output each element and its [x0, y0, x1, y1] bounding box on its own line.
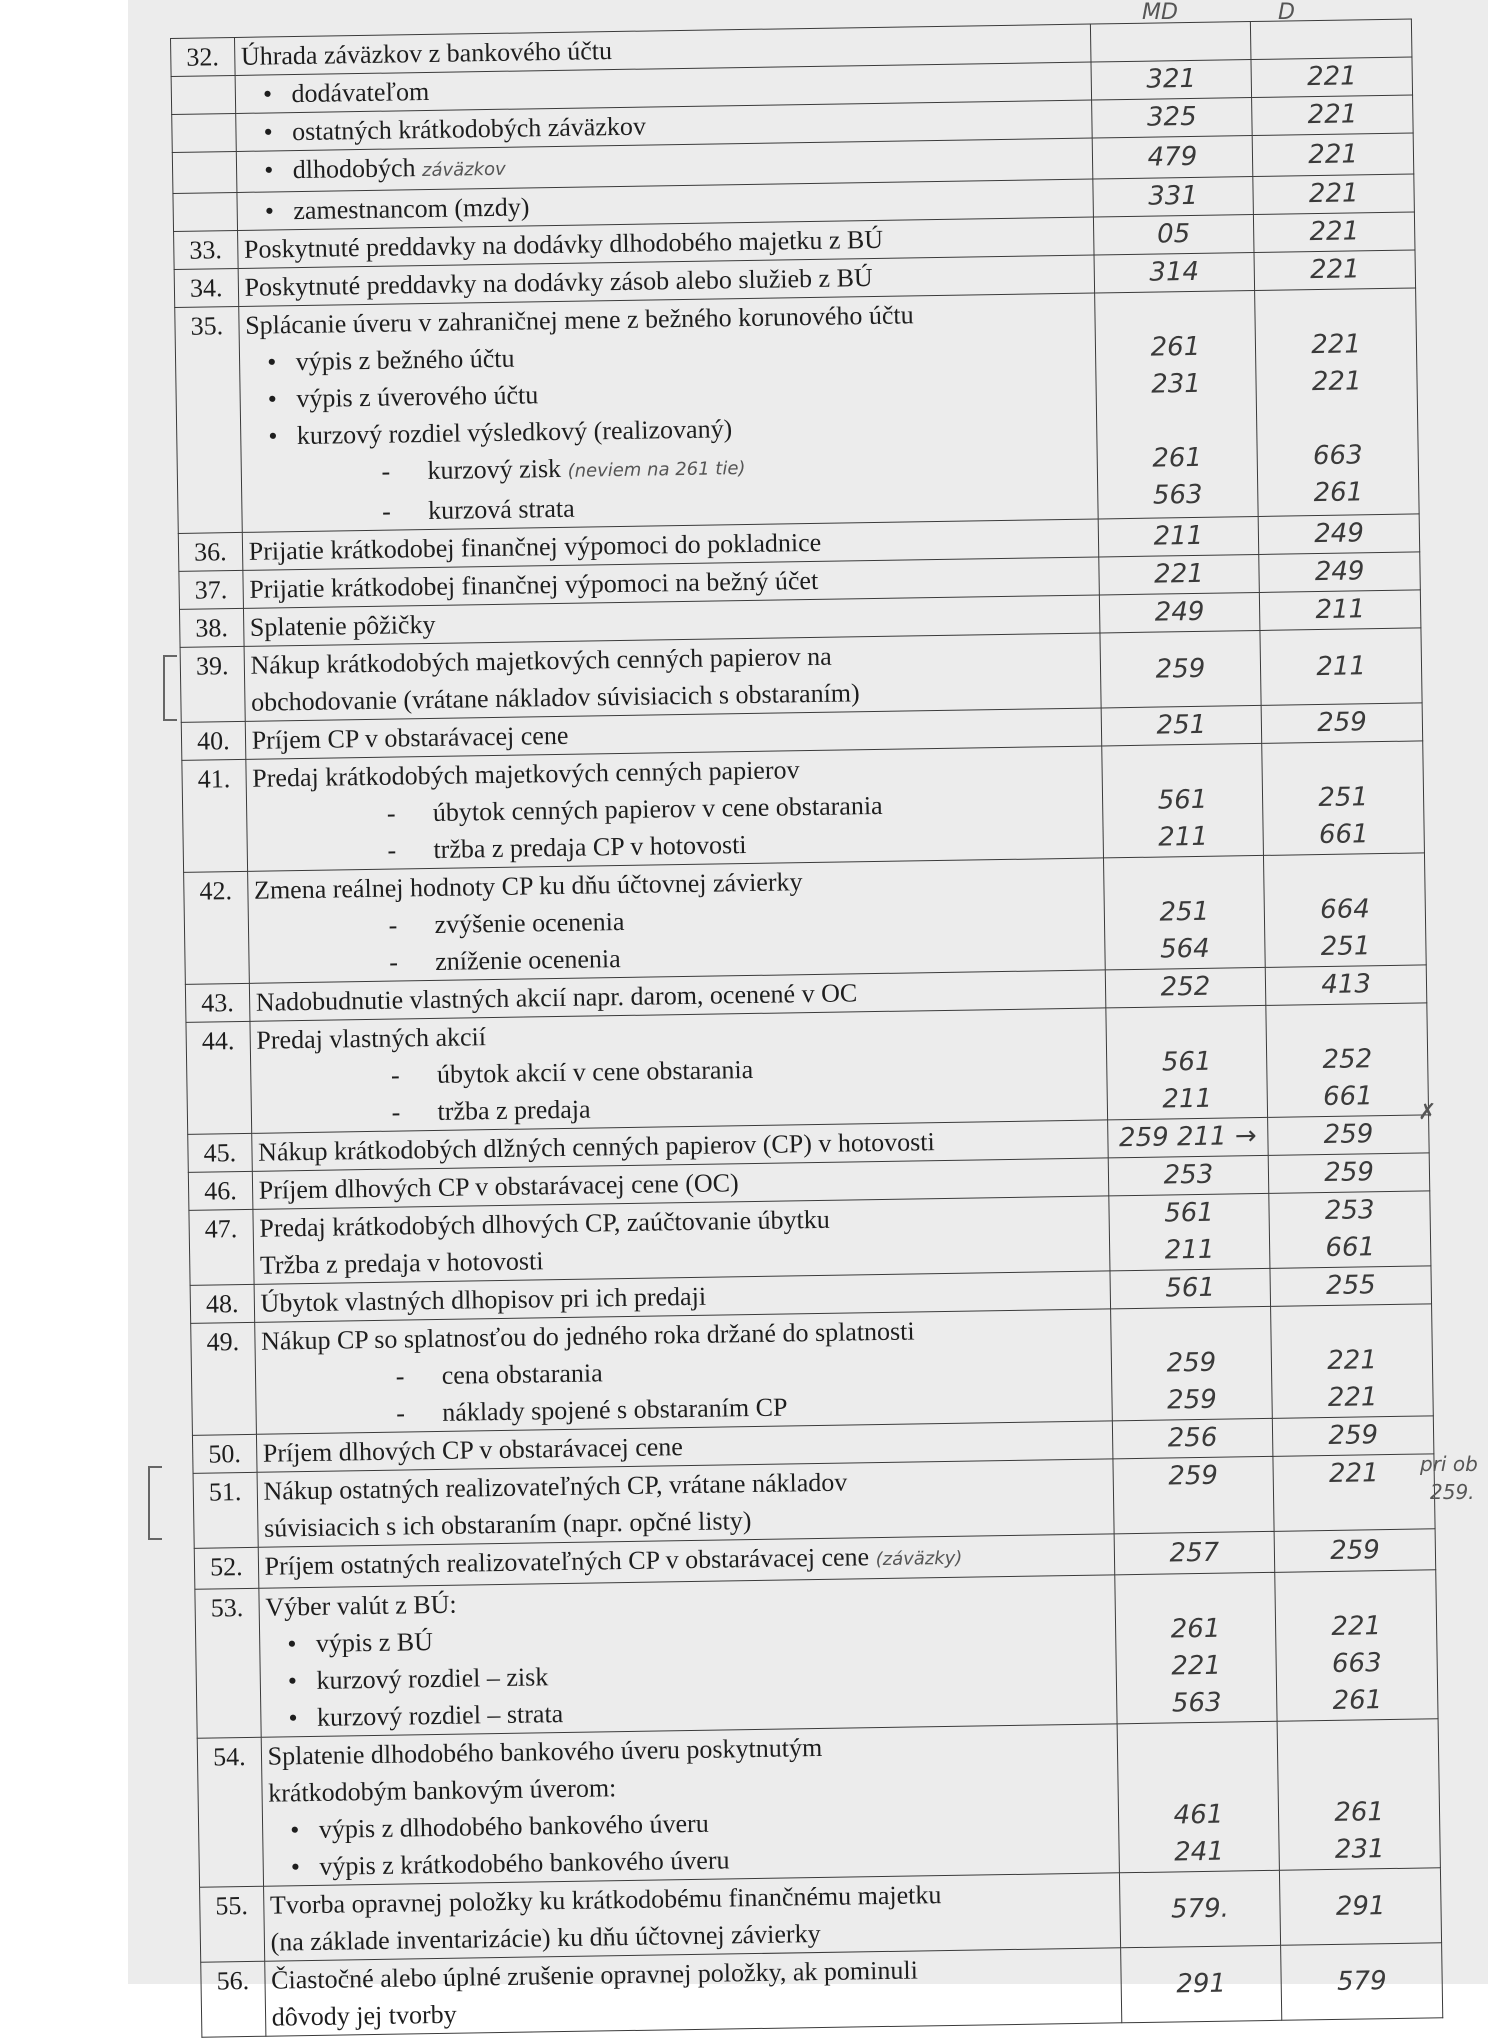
account-code: 259: [1323, 1119, 1374, 1151]
row-number: 56.: [201, 1961, 266, 2037]
row-number: 36.: [178, 532, 242, 571]
account-code: [1124, 1759, 1272, 1798]
description-text: výpis z bežného účtu: [295, 343, 515, 377]
d-account: [1277, 1719, 1440, 1871]
row-number: 39.: [180, 646, 245, 722]
account-code: [1269, 742, 1417, 781]
account-code: 579.: [1170, 1893, 1230, 1925]
row-number: 47.: [189, 1209, 254, 1285]
description-text: Predaj vlastných akcií: [256, 1022, 487, 1055]
row-number: 48.: [190, 1284, 254, 1323]
md-account: [1107, 1117, 1268, 1158]
d-account: [1268, 1115, 1429, 1156]
account-code: 663: [1331, 1648, 1382, 1679]
d-account: [1260, 590, 1421, 631]
account-code: 661: [1322, 1081, 1373, 1113]
md-account: [1099, 592, 1260, 633]
row-description: [244, 633, 1101, 721]
description-text: Prijatie krátkodobej finančnej výpomoci na bežný účet: [249, 565, 819, 604]
description-text: Tržba z predaja v hotovosti: [259, 1246, 544, 1280]
account-code: 579: [1336, 1965, 1387, 1997]
md-account: [1091, 98, 1252, 139]
description-text: Úbytok vlastných dlhopisov pri ich predaji: [260, 1281, 707, 1318]
d-account: [1255, 288, 1419, 516]
description-text: Čiastočné alebo úplné zrušenie opravnej položky, ak pominuli: [270, 1955, 919, 1995]
d-account: [1280, 1868, 1442, 1946]
account-code: 259: [1168, 1460, 1219, 1492]
md-account: [1101, 743, 1263, 858]
account-code: 221: [1308, 178, 1359, 210]
md-account: [1101, 705, 1262, 746]
row-number: 40.: [181, 721, 245, 760]
account-code: [1261, 289, 1409, 328]
account-code: [1110, 856, 1258, 895]
row-number: [172, 113, 236, 152]
description-text: Poskytnuté preddavky na dodávky zásob alebo služieb z BÚ: [244, 262, 873, 302]
description-text: cena obstarania: [441, 1358, 603, 1390]
account-code: 251: [1156, 709, 1207, 741]
md-account: [1100, 630, 1262, 708]
d-account: [1251, 57, 1412, 98]
row-number: 35.: [175, 306, 242, 533]
account-code: 221: [1308, 138, 1359, 170]
description-text: kurzová strata: [427, 493, 575, 526]
row-number: 55.: [200, 1886, 265, 1962]
account-code: [1282, 1570, 1430, 1609]
account-code: 221: [1153, 558, 1205, 590]
md-account: [1110, 1268, 1271, 1309]
margin-note-pri2: 259.: [1430, 1480, 1475, 1504]
account-code: 561: [1157, 784, 1208, 816]
header-d: D: [1278, 0, 1295, 25]
md-account: [1110, 1306, 1272, 1421]
account-code: 331: [1148, 180, 1199, 212]
d-account: [1274, 1529, 1435, 1573]
row-description: [247, 858, 1105, 983]
table-row: [175, 288, 1419, 533]
account-code: 314: [1149, 256, 1200, 288]
account-code: [1284, 1719, 1432, 1758]
account-code: [1108, 744, 1256, 783]
md-account: [1114, 1531, 1275, 1575]
md-account: [1108, 1193, 1270, 1271]
md-account: [1094, 252, 1255, 293]
row-number: 50.: [192, 1434, 256, 1473]
row-number: 46.: [188, 1171, 252, 1210]
account-code: 563: [1171, 1687, 1222, 1719]
description-text: Príjem dlhových CP v obstarávacej cene (OC): [258, 1168, 739, 1205]
d-account: [1253, 174, 1414, 215]
account-code: 251: [1159, 896, 1210, 928]
account-code: [1117, 1307, 1265, 1346]
md-account: [1108, 1155, 1269, 1196]
row-number: 41.: [182, 759, 247, 872]
description-text: Príjem CP v obstarávacej cene: [251, 720, 569, 755]
md-account: [1114, 1572, 1277, 1724]
d-account: [1281, 1943, 1443, 2021]
account-code: 05: [1156, 219, 1191, 250]
d-account: [1261, 703, 1422, 744]
account-code: [1273, 1003, 1421, 1042]
description-text: dlhodobých: [292, 153, 416, 185]
account-code: 231: [1334, 1834, 1385, 1865]
row-description: [264, 1948, 1121, 2036]
description-text: Splatenie dlhodobého bankového úveru poskytnutým: [267, 1732, 823, 1771]
account-code: 261: [1150, 331, 1201, 363]
account-code: 664: [1319, 894, 1371, 926]
account-code: 257: [1169, 1537, 1220, 1568]
d-account: [1258, 514, 1419, 555]
account-code: 249: [1314, 556, 1365, 588]
md-account: [1093, 214, 1254, 255]
margin-bracket-39: [163, 655, 177, 721]
account-code: 256: [1167, 1422, 1218, 1454]
row-number: [173, 192, 237, 231]
row-description: [261, 1724, 1119, 1886]
account-code: 291: [1176, 1968, 1227, 1999]
account-code: 241: [1174, 1836, 1225, 1868]
md-account: [1090, 22, 1251, 63]
account-code: 221: [1306, 61, 1357, 93]
row-description: [257, 1459, 1114, 1547]
account-code: 221: [1331, 1611, 1382, 1642]
d-account: [1259, 552, 1420, 593]
account-code: 259: [1316, 707, 1368, 739]
table-row: [195, 1570, 1438, 1738]
description-text: Nadobudnutie vlastných akcií napr. darom, ocenené v OC: [255, 978, 858, 1017]
account-code: 211: [1316, 650, 1367, 682]
description-text: Nákup krátkodobých majetkových cenných papierov na: [250, 641, 832, 680]
account-code: [1123, 1722, 1271, 1761]
account-code: 261: [1313, 477, 1364, 509]
account-code: 221: [1307, 99, 1358, 131]
description-text: Splatenie pôžičky: [249, 609, 436, 642]
account-code: 221: [1309, 254, 1360, 286]
d-account: [1273, 1454, 1435, 1532]
row-number: 45.: [188, 1133, 252, 1172]
description-text: obchodovanie (vrátane nákladov súvisiacich s obstaraním): [250, 678, 860, 717]
margin-bracket-51: [148, 1466, 162, 1540]
description-text: Poskytnuté preddavky na dodávky dlhodobého majetku z BÚ: [243, 224, 884, 264]
md-account: [1098, 516, 1259, 557]
description-text: zvýšenie ocenenia: [434, 906, 625, 939]
account-code: 259: [1166, 1347, 1217, 1379]
account-code: 249: [1314, 518, 1365, 550]
account-code: 221: [1309, 216, 1360, 248]
md-account: [1098, 554, 1259, 595]
description-text: Nákup krátkodobých dlžných cenných papierov (CP) v hotovosti: [257, 1127, 935, 1167]
d-account: [1264, 853, 1426, 968]
row-number: [171, 75, 235, 114]
account-code: 221: [1327, 1382, 1378, 1413]
table-row: [186, 1003, 1429, 1134]
row-number: 52.: [194, 1547, 258, 1589]
account-code: 253: [1324, 1195, 1375, 1227]
account-code: 261: [1170, 1613, 1221, 1645]
margin-note-star: ✗: [1418, 1100, 1437, 1125]
description-text: úbytok cenných papierov v cene obstarania: [432, 790, 883, 827]
description-text: Úhrada záväzkov z bankového účtu: [240, 36, 613, 71]
account-code: 479: [1147, 141, 1198, 173]
account-code: 252: [1322, 1044, 1373, 1076]
md-account: [1112, 1418, 1273, 1459]
account-code: [1277, 1304, 1425, 1343]
account-code: 661: [1318, 819, 1369, 851]
d-account: [1262, 741, 1424, 856]
md-account: [1103, 855, 1265, 970]
md-account: [1119, 1870, 1281, 1948]
d-account: [1252, 95, 1413, 136]
description-text: výpis z krátkodobého bankového úveru: [319, 1845, 730, 1881]
account-code: 221: [1311, 329, 1362, 361]
account-code: 221: [1171, 1650, 1222, 1682]
account-code: 221: [1311, 366, 1362, 398]
description-text: kurzový rozdiel – strata: [316, 1699, 564, 1732]
description-text: súvisiacich s ich obstaraním (napr. opčné listy): [263, 1506, 752, 1543]
accounting-table: [170, 18, 1443, 2037]
account-code: 252: [1160, 971, 1211, 1003]
d-account: [1269, 1191, 1431, 1269]
account-code: [1263, 400, 1411, 439]
description-text: náklady spojené s obstaraním CP: [442, 1392, 788, 1427]
row-number: 38.: [179, 608, 243, 647]
row-description: [263, 1873, 1120, 1961]
account-code: 321: [1146, 63, 1197, 95]
md-account: [1092, 136, 1253, 180]
account-code: 251: [1320, 931, 1371, 963]
description-text: Nákup ostatných realizovateľných CP, vrátane nákladov: [263, 1467, 848, 1506]
description-text: Predaj krátkodobých dlhových CP, zaúčtovanie úbytku: [259, 1204, 830, 1243]
description-text: úbytok akcií v cene obstarania: [436, 1054, 754, 1089]
row-number: 44.: [186, 1021, 251, 1134]
row-number: 53.: [195, 1588, 261, 1738]
description-text: Predaj krátkodobých majetkových cenných papierov: [252, 755, 800, 793]
description-text: dôvody jej tvorby: [271, 1999, 457, 2032]
account-code: 211: [1315, 594, 1366, 626]
account-code: 259: [1324, 1157, 1375, 1189]
md-account: [1094, 290, 1258, 518]
account-code: 211: [1153, 520, 1204, 552]
row-number: 51.: [193, 1472, 258, 1548]
row-description: [245, 746, 1103, 871]
account-code: 561: [1161, 1046, 1212, 1078]
account-code: 259: [1328, 1420, 1379, 1451]
description-text: kurzový zisk: [427, 453, 562, 486]
description-text: (na základe inventarizácie) ku dňu účtovnej závierky: [270, 1919, 821, 1957]
description-text: tržba z predaja: [437, 1094, 591, 1126]
account-code: 564: [1159, 933, 1210, 965]
account-code: 261: [1152, 442, 1203, 474]
row-number: 42.: [184, 871, 249, 984]
row-number: 34.: [174, 268, 238, 307]
account-code: 221: [1328, 1458, 1379, 1489]
account-code: 211: [1162, 1083, 1213, 1115]
row-number: 37.: [179, 570, 243, 609]
md-account: [1092, 177, 1253, 218]
description-text: Zmena reálnej hodnoty CP ku dňu účtovnej závierky: [253, 867, 803, 905]
account-code: 259: [1155, 653, 1206, 685]
description-text: zníženie ocenenia: [434, 944, 621, 976]
row-description: [253, 1196, 1110, 1284]
row-number: 32.: [171, 37, 235, 76]
table-row: [184, 853, 1427, 984]
account-code: [1112, 1006, 1260, 1045]
account-code: 261: [1332, 1685, 1383, 1716]
description-text: zamestnancom (mzdy): [293, 192, 530, 226]
row-number: [172, 151, 236, 193]
description-text: Prijatie krátkodobej finančnej výpomoci do pokladnice: [248, 527, 822, 566]
account-code: 251: [1318, 782, 1369, 814]
account-code: 211: [1164, 1234, 1215, 1266]
account-code: 413: [1321, 969, 1372, 1001]
account-code: 291: [1335, 1890, 1386, 1922]
table-row: [197, 1719, 1440, 1887]
d-account: [1254, 212, 1415, 253]
d-account: [1260, 628, 1422, 706]
row-description: [238, 293, 1097, 532]
d-account: [1266, 965, 1427, 1006]
description-text: Výber valút z BÚ:: [265, 1589, 457, 1622]
handwritten-note: (záväzky): [875, 1547, 963, 1571]
account-code: [1284, 1756, 1432, 1795]
account-code: 561: [1165, 1272, 1216, 1304]
table-row: [182, 741, 1425, 872]
account-code: [1101, 291, 1249, 330]
account-code: 561: [1163, 1197, 1215, 1229]
description-text: Tvorba opravnej položky ku krátkodobému finančnému majetku: [269, 1880, 942, 1920]
account-code: [1121, 1573, 1269, 1612]
d-account: [1266, 1003, 1428, 1118]
account-code: [1270, 853, 1418, 892]
description-text: dodávateľom: [291, 76, 430, 109]
description-text: kurzový rozdiel výsledkový (realizovaný): [296, 414, 733, 451]
header-md: MD: [1142, 0, 1178, 25]
account-code: 231: [1150, 368, 1202, 400]
account-code: 663: [1312, 440, 1363, 472]
description-text: výpis z dlhodobého bankového úveru: [318, 1808, 709, 1844]
account-code: 249: [1154, 596, 1205, 628]
description-text: krátkodobým bankovým úverom:: [268, 1773, 617, 1808]
d-account: [1270, 1266, 1431, 1307]
description-text: ostatných krátkodobých záväzkov: [291, 111, 647, 147]
row-description: [250, 1008, 1108, 1133]
d-account: [1275, 1570, 1438, 1722]
d-account: [1254, 250, 1415, 291]
md-account: [1113, 1456, 1275, 1534]
md-account: [1091, 60, 1252, 101]
description-text: Splácanie úveru v zahraničnej mene z bežného korunového účtu: [244, 300, 914, 340]
handwritten-note: (neviem na 261 tie): [567, 458, 746, 482]
row-description: [254, 1309, 1112, 1434]
account-code: 563: [1152, 479, 1203, 511]
description-text: výpis z úverového účtu: [296, 380, 539, 414]
description-text: Príjem ostatných realizovateľných CP v obstarávacej cene: [264, 1542, 870, 1581]
row-number: 33.: [174, 230, 238, 269]
md-account: [1105, 967, 1266, 1008]
row-number: 49.: [191, 1322, 256, 1435]
account-code: 259 211 →: [1118, 1121, 1257, 1154]
handwritten-note: záväzkov: [421, 158, 506, 182]
account-code: 461: [1173, 1799, 1224, 1831]
description-text: Nákup CP so splatnosťou do jedného roka držané do splatnosti: [260, 1316, 915, 1356]
description-text: tržba z predaja CP v hotovosti: [433, 830, 747, 864]
description-text: kurzový rozdiel – zisk: [316, 1662, 549, 1695]
account-code: 661: [1325, 1232, 1376, 1263]
account-code: 211: [1158, 821, 1209, 853]
description-text: výpis z BÚ: [315, 1627, 434, 1658]
account-code: [1102, 402, 1250, 441]
account-code: 261: [1334, 1797, 1385, 1828]
account-code: 259: [1329, 1534, 1381, 1566]
row-number: 54.: [197, 1737, 263, 1887]
account-code: 325: [1146, 101, 1197, 133]
md-account: [1105, 1005, 1267, 1120]
d-account: [1273, 1416, 1434, 1457]
account-code: 255: [1325, 1270, 1376, 1301]
d-account: [1252, 133, 1413, 177]
md-account: [1117, 1721, 1280, 1873]
row-description: [259, 1575, 1117, 1737]
d-account: [1268, 1153, 1429, 1194]
account-code: 253: [1163, 1159, 1214, 1191]
margin-note-pri: pri ob: [1420, 1452, 1478, 1476]
row-number: 43.: [185, 983, 249, 1022]
description-text: Príjem dlhových CP v obstarávacej cene: [262, 1432, 684, 1468]
account-code: 221: [1327, 1345, 1378, 1376]
d-account: [1251, 19, 1412, 60]
md-account: [1120, 1945, 1282, 2023]
table-row: [191, 1304, 1434, 1435]
d-account: [1271, 1304, 1433, 1419]
account-code: 259: [1166, 1384, 1218, 1416]
